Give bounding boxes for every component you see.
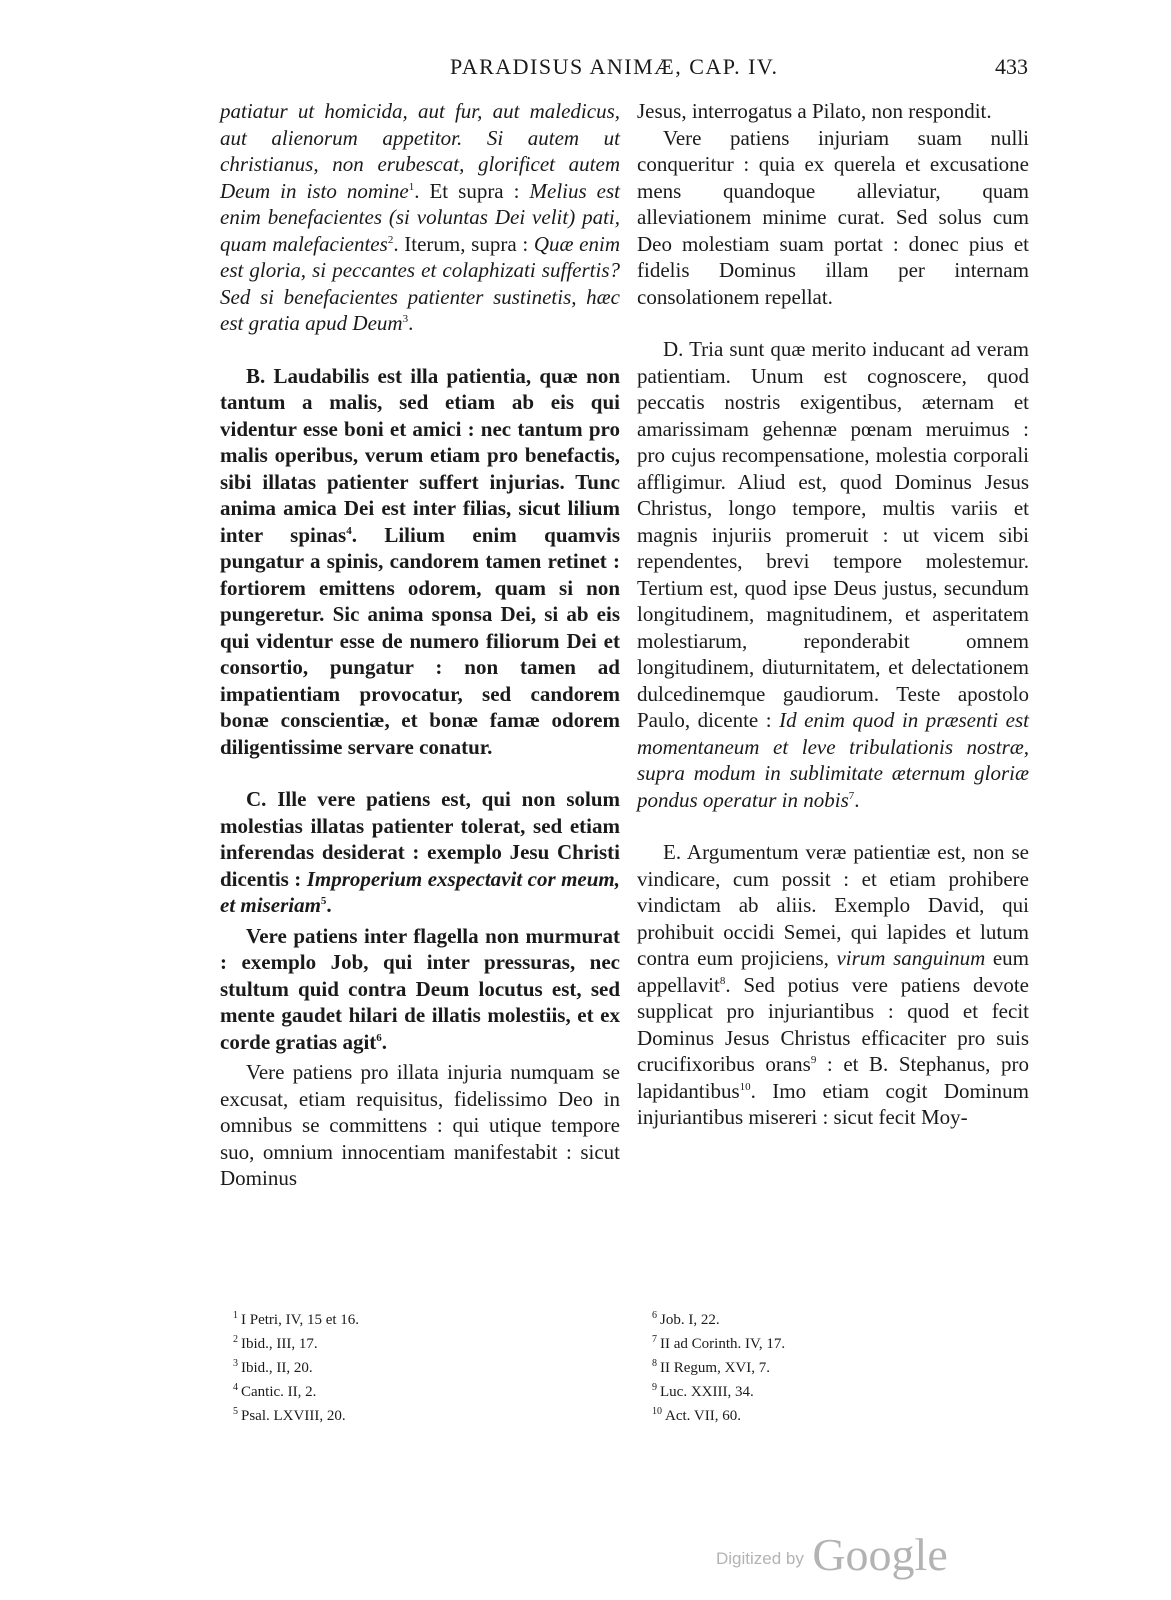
footnote-mark: 8 [652,1358,657,1369]
footnote-text: Ibid., II, 20. [241,1360,313,1376]
footnote-mark: 4 [233,1382,238,1393]
footnote-ref: 8 [719,974,726,987]
paragraph-c [220,786,620,919]
text-run: Jesus, interrogatus a Pilato, non respondit. [637,99,992,123]
paragraph-continuation [220,98,620,337]
text-run: D. Tria sunt quæ merito inducant ad veram patientiam. Unum est cognoscere, quod peccatis nostris exigentibus, æternam et amarissimam gehennæ pœnam meruimus : pro cujus recompensatione, molestia corporali affligimur. Aliud est, quod Dominus Jesus Christus, longo tempore, multis variis et magnis injuriis promeruit : ut vicem sibi rependentes, brevi tempore molestemur. Tertium est, quod ipse Deus justus, secundum longitudinem, magnitudinem, et asperitatem molestiarum, reponderabit omnem longitudinem, diuturnitatem, et delectationem dulcedinemque gaudiorum. Teste apostolo Paulo, dicente : [637,337,1029,732]
footnote [233,1332,593,1356]
text-run: . Iterum, supra : [393,231,534,256]
footnote-text: Luc. XXIII, 34. [660,1384,754,1400]
footnote-ref: 2 [387,233,394,246]
running-header [220,54,1028,86]
text-run: Vere patiens inter flagella non murmurat : exemplo Job, qui inter pressuras, nec stultum quid contra Deum locutus est, sed mente gaudet hilari de illatis molestiis, et ex corde gratias agit [220,923,620,1054]
paragraph-e [637,839,1029,1131]
italic-quote: Quæ enim est gloria, si peccantes et colaphizati suffertis? Sed si benefacientes patienter sustinetis, hæc est gratia apud Deum [220,231,621,335]
footnote-mark: 3 [233,1358,238,1369]
footnote-mark: 7 [652,1334,657,1345]
text-run: . Et supra : [414,178,530,203]
right-column [637,98,1029,1131]
italic-quote: virum sanguinum [836,946,986,970]
footnote [652,1356,1012,1380]
footnote-ref: 5 [320,895,327,907]
footnote-ref: 1 [408,180,415,193]
footnote [233,1308,593,1332]
text-run: Vere patiens injuriam suam nulli conqueritur : quia ex querela et excusatione mens quandoque alleviatur, quam alleviationem minime curat. Sed solus cum Deo molestiam suam portat : donec pius et fidelis Dominus illam per internam consolationem repellat. [637,125,1029,309]
footnote-mark: 10 [652,1406,662,1417]
watermark-prefix: Digitized by [716,1549,804,1568]
text-run: eum appellavit [637,946,1030,997]
footnote-ref: 4 [346,524,352,537]
footnote [652,1332,1012,1356]
text-run: C. Ille vere patiens est, qui non solum molestias illatas patienter tolerat, sed etiam inferendas desiderat : exemplo Jesu Christi dicentis : [220,787,620,891]
footnote-text: Psal. LXVIII, 20. [241,1408,346,1424]
footnote-mark: 1 [233,1310,238,1321]
footnote-mark: 6 [652,1310,657,1321]
page-number: 433 [995,54,1028,79]
footnote [233,1404,593,1428]
footnote-text: II ad Corinth. IV, 17. [660,1336,786,1352]
text-run: . [854,787,860,812]
footnote [233,1380,593,1404]
footnote-ref: 3 [402,313,409,325]
footnote-text: Act. VII, 60. [665,1408,741,1424]
text-run: . [381,1029,388,1054]
footnote-mark: 9 [652,1382,657,1393]
footnote-text: Cantic. II, 2. [241,1384,317,1400]
text-run: . Imo etiam cogit Dominum injuriantibus misereri : sicut fecit Moy- [637,1078,1029,1129]
paragraph-d [637,336,1029,813]
footnote-mark: 2 [233,1334,238,1345]
footnote-ref: 7 [848,789,855,802]
italic-quote: Improperium exspectavit cor meum, et miseriam [220,866,620,917]
footnote [652,1380,1012,1404]
paragraph-continuation-right [637,98,1029,125]
text-run: . [408,311,414,335]
footnote-ref: 10 [739,1080,751,1093]
footnote-text: II Regum, XVI, 7. [660,1360,770,1376]
paragraph-b [220,363,620,761]
footnote [233,1356,593,1380]
footnote-ref: 6 [376,1031,382,1044]
text-run: . Sed potius vere patiens devote supplicat pro injuriantibus : quod et fecit Dominus Jesus Christus efficaciter pro suis crucifixoribus orans [637,972,1029,1076]
italic-quote: Id enim quod in præsenti est momentaneum et leve tribulationis nostræ, supra modum in sublimitate æternum gloriæ pondus operatur in nobis [637,708,1029,812]
footnote-text: Job. I, 22. [660,1312,720,1328]
digitized-watermark [716,1528,948,1581]
footnote-mark: 5 [233,1406,238,1417]
italic-quote: Melius est enim benefacientes (si voluntas Dei velit) pati, quam malefacientes [220,178,620,256]
footnotes-left [233,1308,593,1428]
text-run: B. Laudabilis est illa patientia, quæ non tantum a malis, sed etiam ab eis qui videntur esse boni et amici : nec tantum pro malis operibus, verum etiam pro benefactis, sibi illatas patienter suffert injurias. Tunc anima amica Dei est inter filias, sicut lilium inter spinas [220,363,620,547]
footnote [652,1308,1012,1332]
text-run: . Lilium enim quamvis pungatur a spinis, candorem tamen retinet : fortiorem emittens odorem, quam si non pungeretur. Sic anima sponsa Dei, si ab eis qui videntur esse de numero filiorum Dei et consortio, pungatur : non tamen ad impatientiam provocatur, sed candorem bonæ conscientiæ, et bonæ famæ odorem diligentissime servare conatur. [220,522,620,759]
footnote-text: I Petri, IV, 15 et 16. [241,1312,360,1328]
running-title: PARADISUS ANIMÆ, CAP. IV. [450,54,779,79]
text-run: E. Argumentum veræ patientiæ est, non se vindicare, cum possit : et etiam prohibere vindictam ab aliis. Exemplo David, qui prohibuit occidi Semei, qui lapides et lutum contra eum projiciens, [637,840,1029,970]
footnote-ref: 9 [810,1054,817,1066]
footnote-text: Ibid., III, 17. [241,1336,318,1352]
paragraph-c-job [220,923,620,1056]
paragraph-conqueritur [637,125,1029,311]
text-run: . [326,893,332,917]
left-column [220,98,620,1192]
italic-quote: patiatur ut homicida, aut fur, aut maledicus, aut alienorum appetitor. Si autem ut christianus, non erubescat, glorificet autem Deum in isto nomine [220,99,620,203]
footnotes-right [652,1308,1012,1428]
google-logo: Google [812,1529,948,1580]
text-run: Vere patiens pro illata injuria numquam se excusat, etiam requisitus, fidelissimo Deo in omnibus se committens : qui utique tempore suo, omnium innocentiam manifestabit : sicut Dominus [220,1060,620,1190]
text-run: : et B. Stephanus, pro lapidantibus [637,1052,1029,1103]
paragraph-c-excusat [220,1059,620,1192]
footnote [652,1404,1012,1428]
